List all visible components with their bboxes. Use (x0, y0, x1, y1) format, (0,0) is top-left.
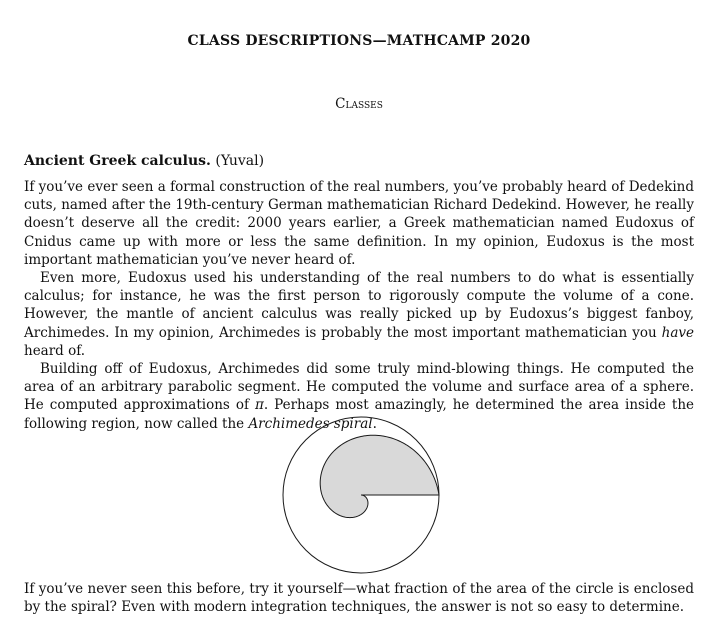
document-title: CLASS DESCRIPTIONS—MATHCAMP 2020 (187, 33, 531, 49)
paragraph-2 (24, 269, 694, 360)
paragraph-3-pi-symbol: π (254, 397, 264, 414)
class-instructor: (Yuval) (215, 153, 265, 169)
paragraph-2-emphasis-have: have (661, 324, 694, 341)
paragraph-1 (24, 178, 694, 269)
paragraph-3-text-a: Building off of Eudoxus, Archimedes did some truly mind-blowing things. He computed the area of an arbitrary parabolic segment. He computed the volume and surface area of a sphere. He computed approximations of (24, 361, 694, 414)
class-heading (24, 152, 264, 170)
closing-paragraph: If you’ve never seen this before, try it yourself—what fraction of the area of the circle is enclosed by the spiral? Even with modern integration techniques, the answer is not so easy to determine. (24, 581, 694, 616)
spiral-region (320, 435, 439, 517)
class-name: Ancient Greek calculus. (24, 153, 211, 169)
class-description (24, 178, 694, 433)
archimedes-spiral-svg (280, 414, 442, 576)
archimedes-spiral-figure (280, 414, 442, 576)
paragraph-1-text: If you’ve ever seen a formal construction of the real numbers, you’ve probably heard of Dedekind cuts, named after the 19th-century German mathematician Richard Dedekind. However, he really doesn’t deserve all the credit: 2000 years earlier, a Greek mathematician named Eudoxus of Cnidus came up with more or less the same definition. In my opinion, Eudoxus is the most important mathematician you’ve never heard of. (24, 179, 694, 268)
section-title: Classes (335, 96, 383, 112)
paragraph-3-emphasis-spiral: Archimedes spiral (248, 415, 373, 432)
paragraph-2-text-a: Even more, Eudoxus used his understanding of the real numbers to do what is essentially calculus; for instance, he was the first person to rigorously compute the volume of a cone. However, the mantle of ancient calculus was really picked up by Eudoxus’s biggest fanboy, Archimedes. In my opinion, Archimedes is probably the most important mathematician you (24, 270, 694, 341)
paragraph-2-text-b: heard of. (24, 342, 86, 359)
paragraph-3-text-b: . Perhaps most amazingly, he determined the area inside the following region, now called the (24, 397, 694, 432)
paragraph-3-text-c: . (372, 415, 377, 432)
